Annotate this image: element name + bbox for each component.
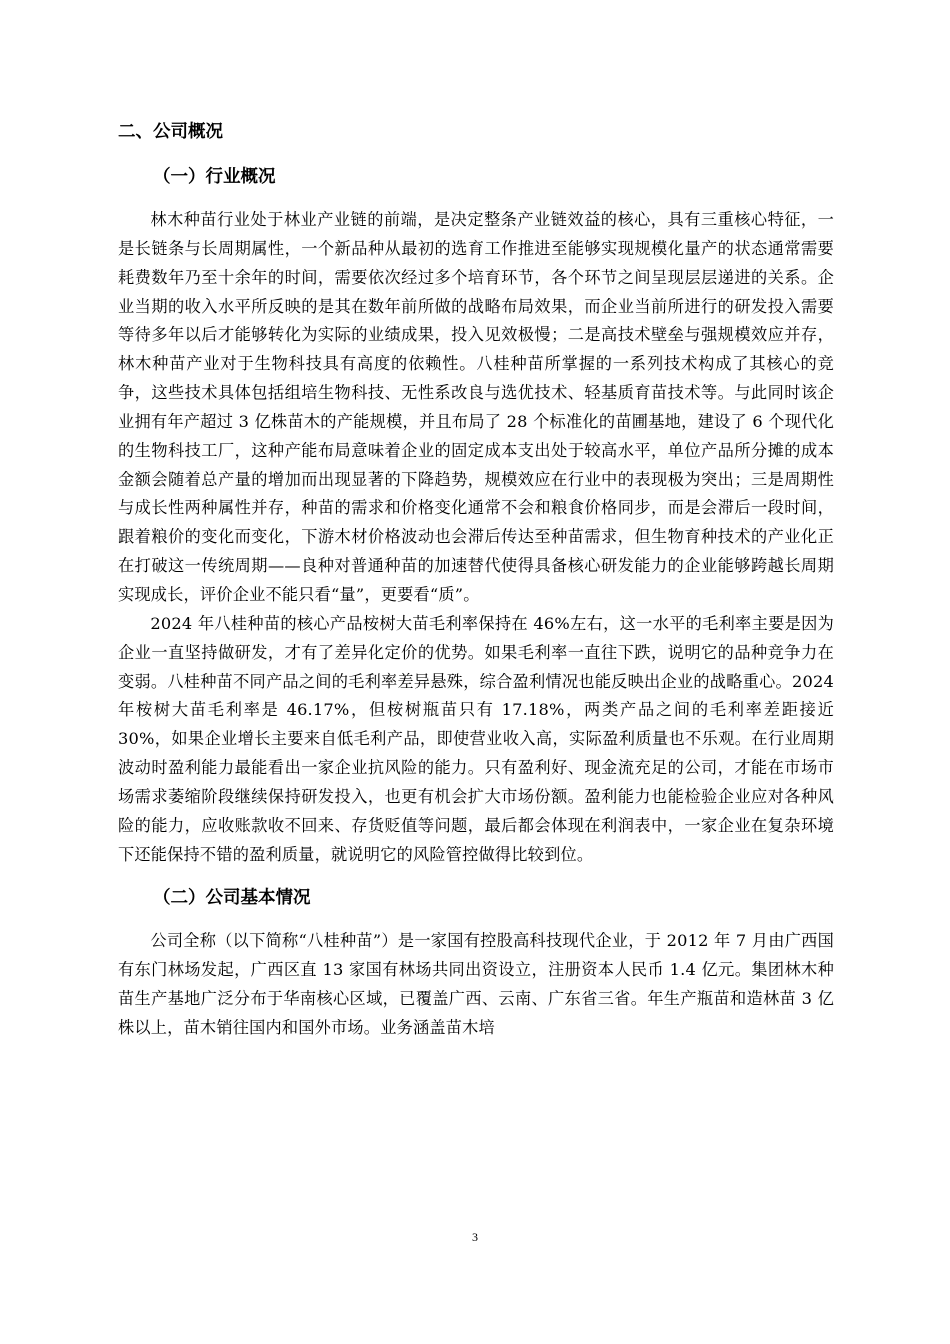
industry-paragraph-1: 林木种苗行业处于林业产业链的前端，是决定整条产业链效益的核心，具有三重核心特征，一是长链条与长周期属性，一个新品种从最初的选育工作推进至能够实现规模化量产的状态通常需要耗费数年乃至十余年的时间，需要依次经过多个培育环节，各个环节之间呈现层层递进的关系。企业当期的收入水平所反映的是其在数年前所做的战略布局效果，而企业当前所进行的研发投入需要等待多年以后才能够转化为实际的业绩成果，投入见效极慢；二是高技术壁垒与强规模效应并存，林木种苗产业对于生物科技具有高度的依赖性。八桂种苗所掌握的一系列技术构成了其核心的竞争，这些技术具体包括组培生物科技、无性系改良与选优技术、轻基质育苗技术等。与此同时该企业拥有年产超过 3 亿株苗木的产能规模，并且布局了 28 个标准化的苗圃基地，建设了 6 个现代化的生物科技工厂，这种产能布局意味着企业的固定成本支出处于较高水平，单位产品所分摊的成本金额会随着总产量的增加而出现显著的下降趋势，规模效应在行业中的表现极为突出；三是周期性与成长性两种属性并存，种苗的需求和价格变化通常不会和粮食价格同步，而是会滞后一段时间，跟着粮价的变化而变化，下游木材价格波动也会滞后传达至种苗需求，但生物育种技术的产业化正在打破这一传统周期——良种对普通种苗的加速替代使得具备核心研发能力的企业能够跨越长周期实现成长，评价企业不能只看“量”，更要看“质”。	[118, 210, 834, 604]
industry-paragraph-2: 2024 年八桂种苗的核心产品桉树大苗毛利率保持在 46%左右，这一水平的毛利率主要是因为企业一直坚持做研发，才有了差异化定价的优势。如果毛利率一直往下跌，说明它的品种竞争力在变弱。八桂种苗不同产品之间的毛利率差异悬殊，综合盈利情况也能反映出企业的战略重心。2024 年桉树大苗毛利率是 46.17%，但桉树瓶苗只有 17.18%，两类产品之间的毛利率差距接近 30%，如果企业增长主要来自低毛利产品，即使营业收入高，实际盈利质量也不乐观。在行业周期波动时盈利能力最能看出一家企业抗风险的能力。只有盈利好、现金流充足的公司，才能在市场市场需求萎缩阶段继续保持研发投入，也更有机会扩大市场份额。盈利能力也能检验企业应对各种风险的能力，应收账款收不回来、存货贬值等问题，最后都会体现在利润表中，一家企业在复杂环境下还能保持不错的盈利质量，就说明它的风险管控做得比较到位。	[118, 613, 834, 864]
company-paragraph-1: 公司全称（以下简称“八桂种苗”）是一家国有控股高科技现代企业，于 2012 年 7 月由广西国有东门林场发起，广西区直 13 家国有林场共同出资设立，注册资本人民币 1.4 亿元。集团林木种苗生产基地广泛分布于华南核心区域，已覆盖广西、云南、广东省三省。年生产瓶苗和造林苗 3 亿株以上，苗木销往国内和国外市场。业务涵盖苗木培	[118, 931, 834, 1037]
section-heading: 二、公司概况	[118, 122, 223, 142]
subsection-heading-industry: （一）行业概况	[153, 167, 276, 187]
page-number: 3	[472, 1230, 478, 1244]
subsection-heading-company: （二）公司基本情况	[153, 888, 311, 909]
page-body	[118, 117, 834, 1043]
